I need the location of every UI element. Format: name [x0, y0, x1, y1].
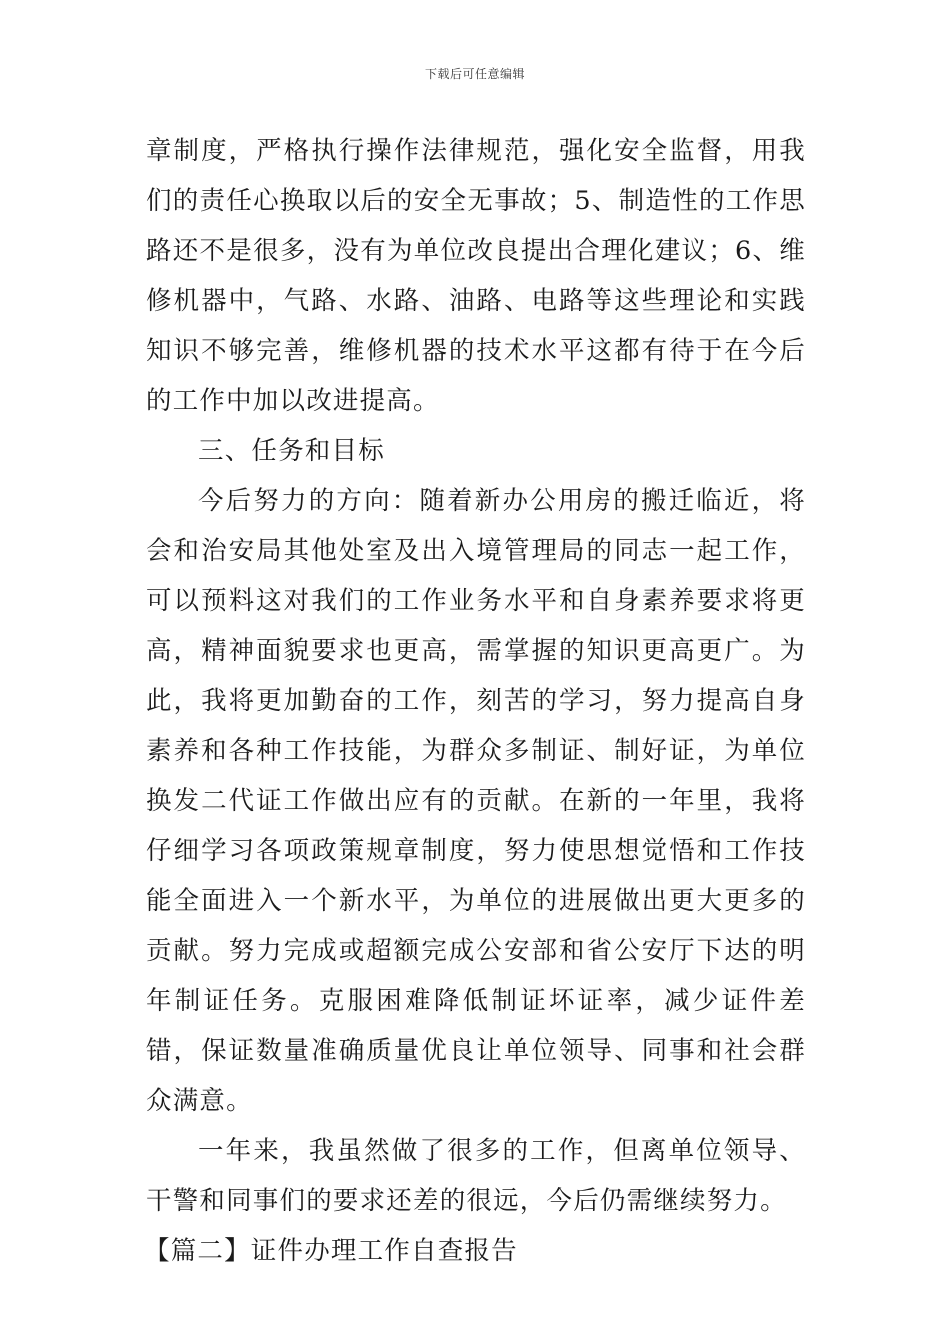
section-heading-tasks-goals: 三、任务和目标 [198, 436, 385, 466]
paragraph-future-direction: 今后努力的方向：随着新办公用房的搬迁临近，将会和治安局其他处室及出入境管理局的同志一起工作，可以预料这对我们的工作业务水平和自身素养要求将更高，精神面貌要求也更高，需掌握的知识更高更广。为此，我将更加勤奋的工作，刻苦的学习，努力提高自身素养和各种工作技能，为群众多制证、制好证，为单位换发二代证工作做出应有的贡献。在新的一年里，我将仔细学习各项政策规章制度，努力使思想觉悟和工作技能全面进入一个新水平，为单位的进展做出更大更多的贡献。努力完成或超额完成公安部和省公安厅下达的明年制证任务。克服困难降低制证坏证率，减少证件差错，保证数量准确质量优良让单位领导、同事和社会群众满意。 [146, 486, 806, 1116]
page-header-note: 下载后可任意编辑 [424, 67, 525, 81]
document-body [146, 126, 806, 1276]
part-two-title: 【篇二】证件办理工作自查报告 [144, 1236, 518, 1266]
paragraph-continuation: 章制度，严格执行操作法律规范，强化安全监督，用我们的责任心换取以后的安全无事故；5、制造性的工作思路还不是很多，没有为单位改良提出合理化建议；6、维修机器中，气路、水路、油路、电路等这些理论和实践知识不够完善，维修机器的技术水平这都有待于在今后的工作中加以改进提高。 [146, 136, 806, 416]
paragraph-conclusion: 一年来，我虽然做了很多的工作，但离单位领导、干警和同事们的要求还差的很远，今后仍需继续努力。 [146, 1136, 806, 1216]
